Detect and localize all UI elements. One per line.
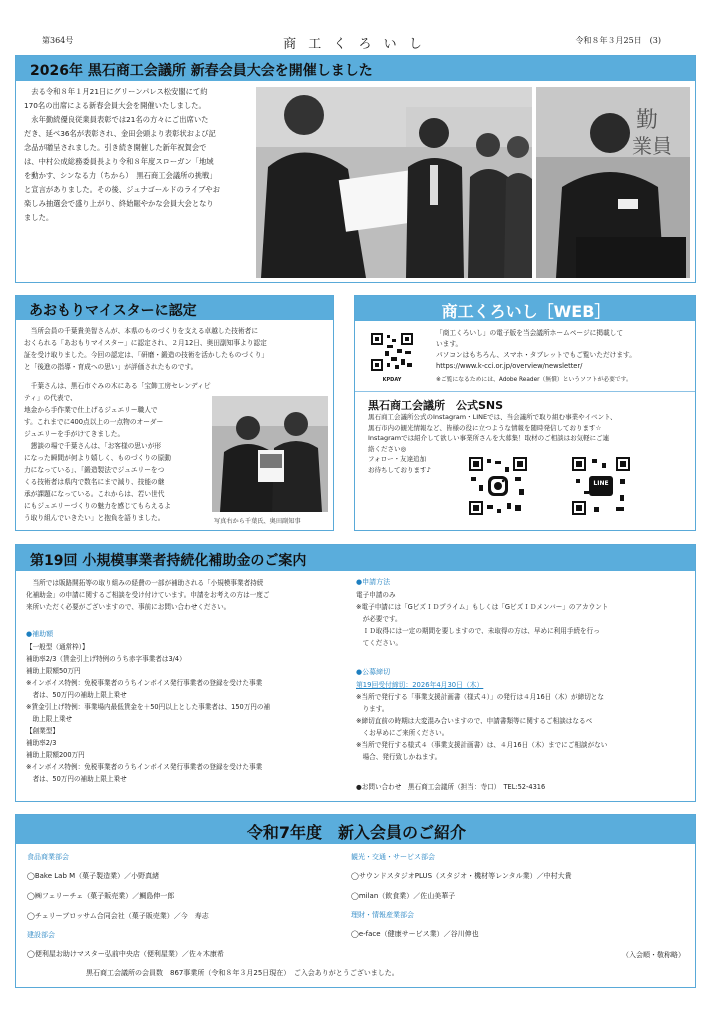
instagram-qr-code[interactable] xyxy=(467,455,529,517)
member-item: ◯サウンドスタジオPLUS（スタジオ・機材等レンタル業）／中村大貴 xyxy=(351,872,572,880)
contact-info: ●お問い合わせ 黒石商工会議所（担当：寺口） TEL:52-4316 xyxy=(356,783,546,791)
article-title: 2026年 黒石商工会議所 新春会員大会を開催しました xyxy=(30,63,373,79)
article-body-continued: 千葉さんは、黒石市ぐみの木にある「宝飾工房セレンディピティ」の代表で、 地金から手作業で仕上げるジュエリー職人で す。これまでに400点以上の一点物のオーダー ジュエリーを手がけてきました。 懇談の場で千葉さんは、「お客様の思いが形 になった瞬間が何より嬉しく、ものづくりの原動 力になっている」、「鍛造製法でジュエリーをつ くる技術者は県内で数名にまで減り、技能の継 承が課題になっている。これからは、若い世代 にもジュエリーづくりの魅力を感じてもらえるよ う取り組んでいきたい」と抱負を語りました。 xyxy=(24,382,211,522)
page-header xyxy=(0,33,709,52)
members-left-column xyxy=(27,850,347,966)
photo-award-ceremony xyxy=(256,87,532,278)
deadline-label: ●公募締切 xyxy=(356,668,391,676)
svg-text:業員: 業員 xyxy=(632,134,672,158)
section-head: 建設部会 xyxy=(27,931,55,939)
photo-meister-certificate xyxy=(212,396,328,512)
member-item: ◯Bake Lab M（菓子製造業）／小野真緒 xyxy=(27,872,160,880)
qr-label: KPDAY xyxy=(382,377,402,383)
method-label: ●申請方法 xyxy=(356,578,391,586)
article-body: 当所会員の千葉貴美智さんが、本県のものづくりを支える卓越した技術者に おくられる「あおもりマイスター」に認定され、２月12日、奥田副知事より認定 証を受け取りました。今回の認定は、「研磨・鍛造の技術を活かしたものづくり」 と「後進の指導・育成への思い」が評価されたものです。 xyxy=(24,327,269,371)
section-head: 食品商業部会 xyxy=(27,853,69,861)
sns-text: 黒石商工会議所公式のInstagram・LINEでは、当会議所で取り組む事業やイベント、 黒石市内の観光情報など、皆様の役に立つような情報を随時発信しております☆ Instagramでは紹介して欲しい事業所さんを大募集！取材のご相談はお気軽にご連 絡ください◎ フォロー・友達追加 お待ちしております♪ xyxy=(368,413,617,474)
members-right-column xyxy=(351,850,691,946)
article-title: 令和7年度 新入会員のご紹介 xyxy=(246,823,467,842)
member-item: ◯e-face（健康サービス業）／谷川伸也 xyxy=(351,930,479,938)
issue-date: 令和８年３月25日 (3) xyxy=(575,36,661,45)
deadline-date: 第19回受付締切：2026年4月30日（木） xyxy=(356,681,484,689)
member-item: ◯㈱フェリーチェ（菓子販売業）／鯛島伸一郎 xyxy=(27,892,175,900)
divider xyxy=(355,391,695,392)
member-item: ◯チェリーブロッサム合同会社（菓子販売業）／今 寿志 xyxy=(27,912,209,920)
svg-text:勤: 勤 xyxy=(636,108,659,133)
sns-title: 黒石商工会議所 公式SNS xyxy=(368,399,504,412)
web-title: 商工くろいし［WEB］ xyxy=(441,302,611,321)
member-item: ◯milan（飲食業）／佐山美華子 xyxy=(351,892,456,900)
newsletter-qr-code[interactable] xyxy=(369,331,415,377)
article-aomori-meister xyxy=(15,295,334,531)
line-label: LINE xyxy=(593,480,609,487)
web-sns-box xyxy=(354,295,696,531)
subsidy-amount-label: ●補助額 xyxy=(26,630,54,638)
photo-caption: 写真右から千葉氏、奥田副知事 xyxy=(214,518,301,525)
article-title: 第19回 小規模事業者持続化補助金のご案内 xyxy=(30,553,307,569)
article-title: あおもりマイスターに認定 xyxy=(29,303,197,319)
article-body: 去る令和８年１月21日にグリーンパレス松安閣にて約 170名の出席による新春会員大会を開催いたしました。 永年勤続優良従業員表彰では21名の方々にご出席いた だき、延べ36名が表彰され、金田会頭より表彰状および記 念品が贈呈されました。引き続き開催した新年祝賀会で は、中村公成総務委員長より令和８年度スローガン「地域 を動かす、シンなる力（ちから） 黒石商工会議所の挑戦」 と宣言がありました。その後、ジュナゴールドのライブやお 楽しみ抽選会で盛り上がり、終始賑やかな会員大会となり ました。 xyxy=(24,87,220,222)
subsidy-amount-body: 【一般型（通常枠）】 補助率2/3（賃金引上げ特例のうち赤字事業者は3/4） 補助上限額50万円 ※インボイス特例：免税事業者のうちインボイス発行事業者の登録を受けた事業 者は、50万円の補助上限上乗せ ※賃金引上げ特例：事業場内最低賃金を＋50円以上とした事業者は、150万円の補 助上限上乗せ 【創業型】 補助率2/3 補助上限額200万円 ※インボイス特例：免税事業者のうちインボイス発行事業者の登録を受けた事業 者は、50万円の補助上限上乗せ xyxy=(26,643,271,783)
section-head: 観光・交通・サービス部会 xyxy=(351,853,435,861)
article-subsidy xyxy=(15,544,696,802)
order-note: （入会順・敬称略） xyxy=(622,951,685,959)
deadline-body: ※当所で発行する「事業支援計画書（様式４）」の発行は４月16日（木）が締切とな ります。 ※締切直前の時期は大変混み合いますので、申請書類等に関するご相談はなるべ くお早めにご来所ください。 ※当所で発行する様式４（事業支援計画書）は、４月16日（木）までにご相談がない 場合、発行致しかねます。 xyxy=(356,693,608,761)
article-new-year-meeting xyxy=(15,55,696,283)
issue-number: 第364号 xyxy=(42,36,74,45)
photo-speech xyxy=(536,87,690,278)
web-text: 「商工くろいし」の電子版を当会議所ホームページに掲載して います。 パソコンはもちろん、スマホ・タブレットでもご覧いただけます。 https://www.k-cci.or.jp/overview/newsletter/ xyxy=(436,329,636,370)
web-note: ※ご覧になるためには、Adobe Reader（無償）というソフトが必要です。 xyxy=(436,377,632,383)
article-new-members xyxy=(15,814,696,988)
method-body: 電子申請のみ ※電子申請には「GビズＩＤプライム」もしくは「GビズＩＤメンバー」のアカウント が必要です。 ＩＤ取得には一定の期間を要しますので、未取得の方は、早めに利用手続を行っ てください。 xyxy=(356,591,609,647)
section-head: 理財・情報産業部会 xyxy=(351,911,414,919)
member-item: ◯便利屋お助けマスター弘前中央店（便利屋業）／佐々木康希 xyxy=(27,950,224,958)
article-intro: 当所では販路開拓等の取り組みの経費の一部が補助される「小規模事業者持続 化補助金」の申請に関するご相談を受け付けています。申請をお考えの方は一度ご 来所いただく必要がございますので、事前にお問い合わせください。 xyxy=(26,579,270,611)
newsletter-title: 商 工 く ろ い し xyxy=(283,37,426,52)
members-footer: 黒石商工会議所の会員数 867事業所（令和８年３月25日現在） ご入会ありがとうございました。 xyxy=(86,969,399,977)
